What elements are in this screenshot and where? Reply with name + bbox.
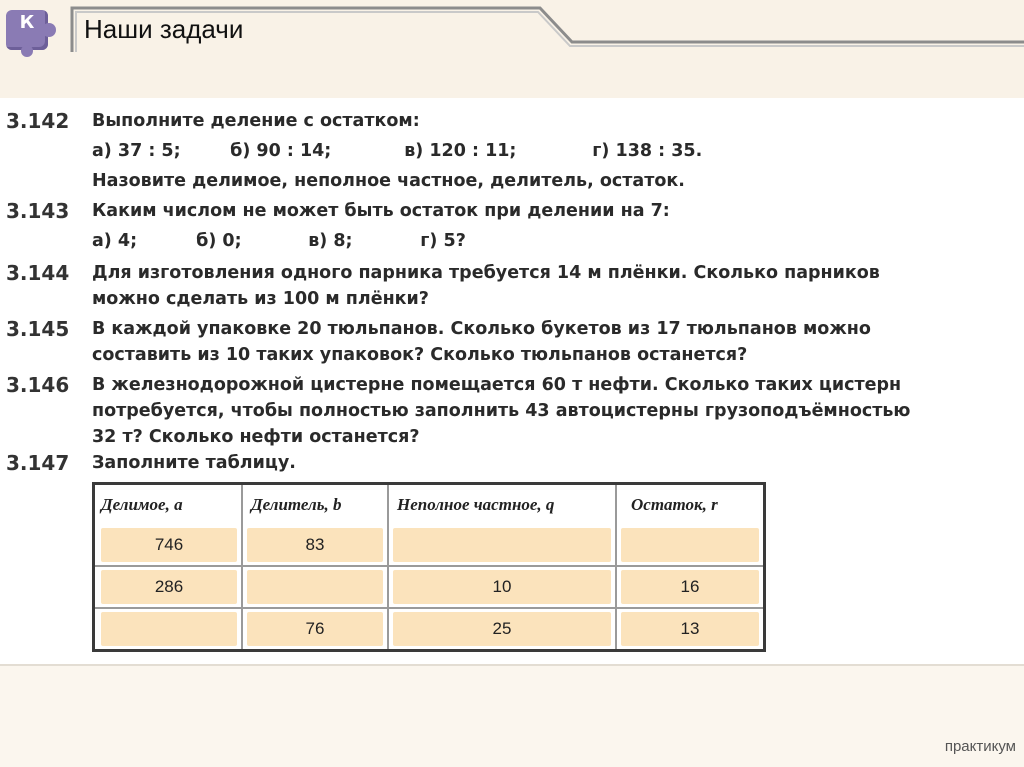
task-3-144	[0, 260, 1024, 316]
slide-header	[0, 0, 1024, 98]
table-cell: 10	[393, 570, 611, 604]
task-text: Назовите делимое, неполное частное, делитель, остаток.	[92, 171, 685, 191]
task-text: Заполните таблицу.	[92, 453, 296, 473]
table-header: Остаток, r	[631, 495, 718, 514]
footer-label: практикум	[944, 738, 1016, 755]
task-text: В каждой упаковке 20 тюльпанов. Сколько букетов из 17 тюльпанов можно	[92, 319, 871, 339]
task-number: 3.147	[6, 451, 70, 475]
task-text: Каким числом не может быть остаток при делении на 7:	[92, 201, 670, 221]
table-cell	[393, 528, 611, 562]
task-text: 32 т? Сколько нефти останется?	[92, 427, 420, 447]
page-title: Наши задачи	[84, 14, 244, 44]
task-number: 3.143	[6, 199, 70, 223]
task-3-146	[0, 372, 1024, 452]
footer-divider	[0, 664, 1024, 666]
table-cell: 286	[101, 570, 237, 604]
option: б) 0;	[196, 231, 242, 251]
task-3-143	[0, 198, 1024, 258]
table-header: Делитель, b	[251, 495, 342, 514]
task-number: 3.142	[6, 109, 70, 133]
option: б) 90 : 14;	[230, 141, 332, 161]
task-options	[92, 228, 1002, 254]
task-number: 3.145	[6, 317, 70, 341]
task-3-142	[0, 108, 1024, 198]
option: г) 5?	[420, 231, 466, 251]
task-number: 3.144	[6, 261, 70, 285]
task-number: 3.146	[6, 373, 70, 397]
option: в) 8;	[308, 231, 353, 251]
division-table	[92, 482, 766, 652]
task-text: потребуется, чтобы полностью заполнить 43 автоцистерны грузоподъёмностью	[92, 401, 911, 421]
option: а) 37 : 5;	[92, 141, 181, 161]
table-cell: 746	[101, 528, 237, 562]
task-3-145	[0, 316, 1024, 372]
option: а) 4;	[92, 231, 138, 251]
table-header: Делимое, a	[101, 495, 183, 514]
task-text: В железнодорожной цистерне помещается 60 т нефти. Сколько таких цистерн	[92, 375, 902, 395]
task-text: Выполните деление с остатком:	[92, 111, 420, 131]
badge-letter: К	[19, 12, 35, 33]
task-text: составить из 10 таких упаковок? Сколько тюльпанов останется?	[92, 345, 748, 365]
table-header: Неполное частное, q	[397, 495, 555, 514]
table-cell: 16	[621, 570, 759, 604]
task-text: можно сделать из 100 м плёнки?	[92, 289, 429, 309]
option: г) 138 : 35.	[592, 141, 703, 161]
table-cell: 25	[393, 612, 611, 646]
option: в) 120 : 11;	[404, 141, 517, 161]
textbook-scan	[0, 98, 1024, 664]
table-cell: 83	[247, 528, 383, 562]
task-3-147	[0, 450, 1024, 480]
table-cell: 76	[247, 612, 383, 646]
table-cell	[621, 528, 759, 562]
table-cell	[247, 570, 383, 604]
table-cell: 13	[621, 612, 759, 646]
task-text: Для изготовления одного парника требуется 14 м плёнки. Сколько парников	[92, 263, 880, 283]
table-cell	[101, 612, 237, 646]
task-options	[92, 138, 1002, 164]
